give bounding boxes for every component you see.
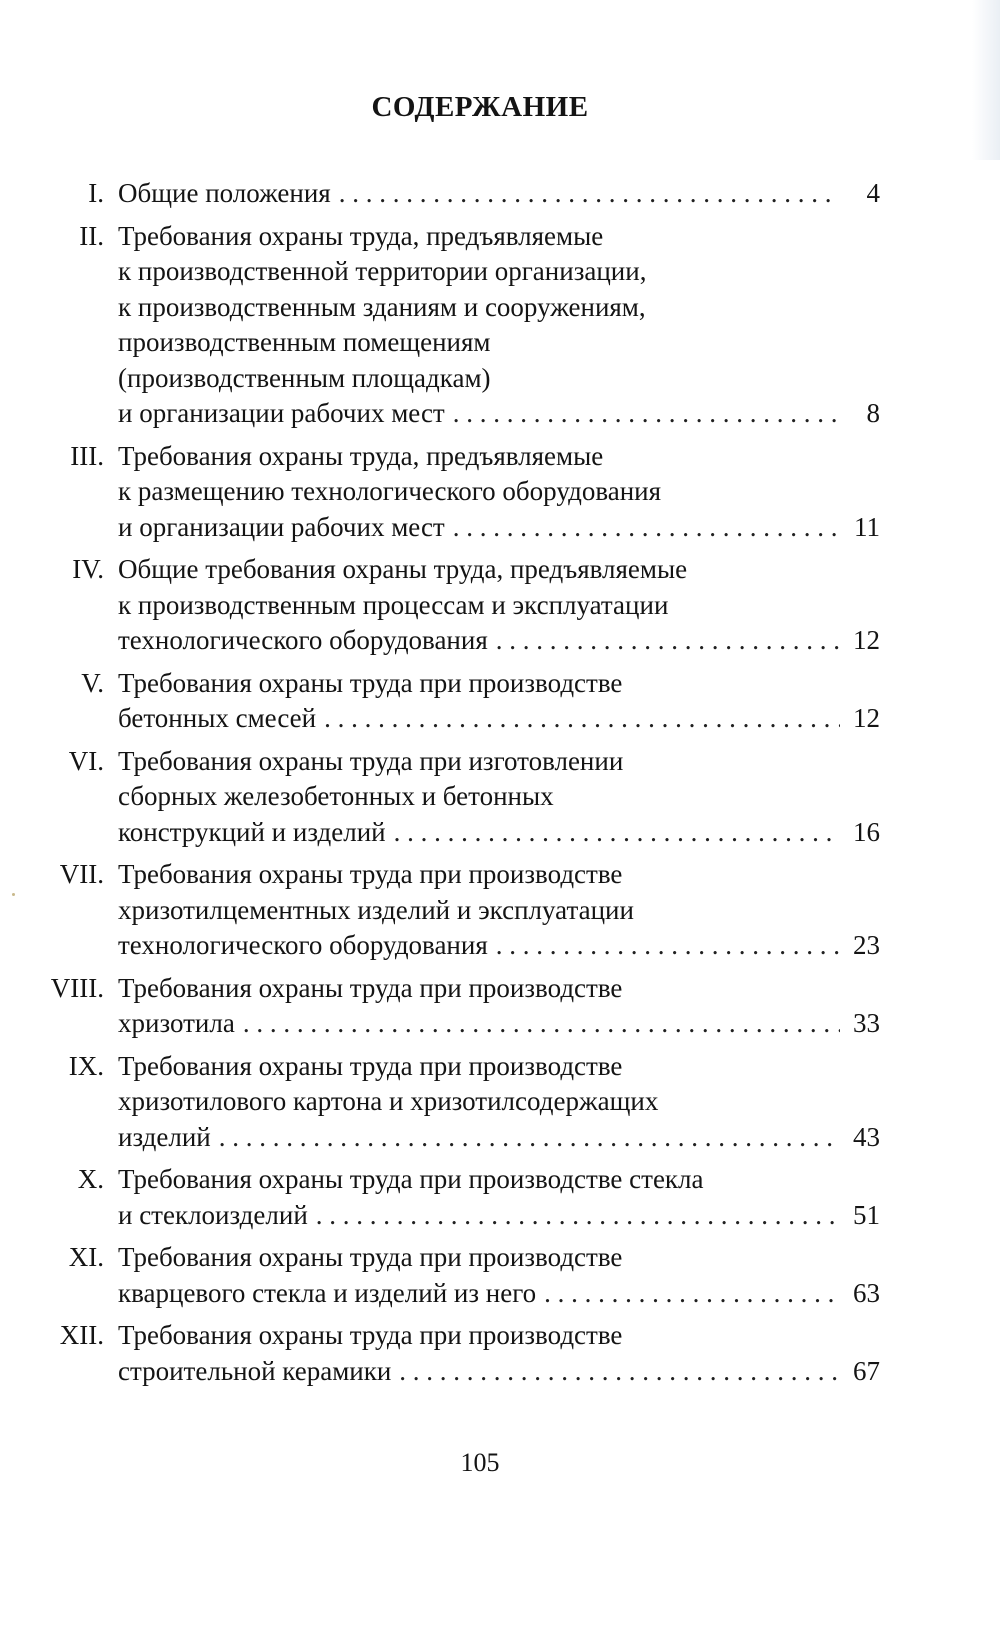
toc-entry-number: V. (81, 667, 104, 698)
toc-entry-body (118, 1049, 880, 1156)
toc-entry-last-line (118, 1006, 880, 1042)
page-title: СОДЕРЖАНИЕ (371, 91, 589, 124)
toc-entry-line: Требования охраны труда при производстве (118, 859, 623, 889)
toc-page-number: 11 (854, 511, 880, 542)
toc-entry-last-line (118, 1120, 880, 1156)
toc-entry-line: хризотилцементных изделий и эксплуатации (118, 894, 634, 925)
toc-entry-number: VI. (68, 745, 104, 776)
toc-entry-line: Требования охраны труда при производстве стекла (118, 1164, 704, 1194)
toc-entry-number: I. (88, 178, 104, 208)
toc-entry-body (118, 1318, 880, 1389)
dot-leader (496, 623, 840, 659)
dot-leader (339, 176, 840, 212)
toc-entry-last-line (118, 928, 880, 964)
toc-entry-last-line (118, 510, 880, 546)
toc-entry-line: и организации рабочих мест (118, 511, 445, 542)
toc-entry-line: Требования охраны труда, предъявляемые (118, 220, 604, 251)
toc-entry[interactable] (40, 971, 880, 1042)
toc-entry-number: IV. (72, 554, 104, 584)
toc-entry-line: к производственным зданиям и сооружениям, (118, 291, 646, 322)
toc-entry-line: хризотилового картона и хризотилсодержащих (118, 1086, 659, 1116)
toc-entry[interactable] (40, 439, 880, 546)
toc-page-number: 67 (853, 1355, 880, 1386)
toc-entry-number: XII. (59, 1320, 104, 1350)
toc-entry-line: производственным помещениям (118, 327, 491, 357)
toc-entry-line: кварцевого стекла и изделий из него (118, 1277, 537, 1308)
toc-entry[interactable] (40, 857, 880, 964)
toc-entry[interactable] (40, 744, 880, 851)
toc-entry-line: (производственным площадкам) (118, 362, 491, 393)
toc-entry[interactable] (40, 1049, 880, 1156)
toc-entry-line: Общие положения (118, 178, 331, 208)
toc-entry-number: IX. (68, 1050, 104, 1081)
dot-leader (219, 1120, 840, 1156)
dot-leader (453, 510, 840, 546)
toc-entry-body (118, 176, 880, 212)
toc-entry-line: Требования охраны труда при производстве (118, 1320, 623, 1350)
toc-entry-last-line (118, 1354, 880, 1390)
toc-entry-number: III. (70, 440, 104, 471)
toc-entry-body (118, 666, 880, 737)
toc-entry-line: Требования охраны труда при производстве (118, 972, 623, 1003)
toc-entry-last-line (118, 1276, 880, 1312)
toc-page-number: 4 (866, 178, 880, 208)
toc-entry-body (118, 552, 880, 659)
toc-entry-line: Требования охраны труда при производстве (118, 667, 623, 698)
toc-page-number: 8 (866, 398, 880, 428)
toc-entry-line: конструкций и изделий (118, 816, 386, 847)
toc-page-number: 63 (853, 1277, 880, 1308)
toc-entry-line: Требования охраны труда при производстве (118, 1242, 623, 1272)
toc-page-number: 16 (853, 816, 880, 847)
dot-leader (324, 701, 840, 737)
toc-entry[interactable] (40, 219, 880, 432)
toc-entry-last-line (118, 396, 880, 432)
toc-entry-line: технологического оборудования (118, 930, 488, 960)
toc-entry-line: Общие требования охраны труда, предъявляемые (118, 554, 688, 584)
toc-entry[interactable] (40, 1162, 880, 1233)
toc-entry-line: Требования охраны труда, предъявляемые (118, 440, 604, 471)
toc-page-number: 12 (853, 703, 880, 733)
toc-entry-last-line (118, 1198, 880, 1234)
dot-leader (316, 1198, 840, 1234)
toc-entry-line: бетонных смесей (118, 703, 317, 733)
toc-entry-line: и организации рабочих мест (118, 398, 445, 428)
toc-page-number: 12 (853, 625, 880, 655)
toc-entry-last-line (118, 623, 880, 659)
toc-page-number: 51 (853, 1199, 880, 1230)
dot-leader (544, 1276, 840, 1312)
toc-entry-line: к размещению технологического оборудования (118, 476, 662, 506)
dot-leader (394, 815, 840, 851)
toc-entry-body (118, 219, 880, 432)
toc-entry-line: к производственным процессам и эксплуатации (118, 589, 669, 620)
toc-entry-line: изделий (118, 1121, 211, 1152)
toc-entry-body (118, 1162, 880, 1233)
toc-entry-line: и стеклоизделий (118, 1199, 308, 1230)
toc-entry[interactable] (40, 552, 880, 659)
paper-speck (12, 893, 15, 896)
toc-entry[interactable] (40, 176, 880, 212)
dot-leader (399, 1354, 840, 1390)
toc-entry[interactable] (40, 1240, 880, 1311)
toc-entry-line: к производственной территории организации, (118, 256, 647, 286)
toc-entry-last-line (118, 176, 880, 212)
toc-entry-body (118, 857, 880, 964)
table-of-contents (40, 176, 880, 1389)
page-number: 105 (460, 1448, 500, 1477)
page-edge-shadow (972, 0, 1000, 160)
toc-entry-line: Требования охраны труда при изготовлении (118, 745, 624, 776)
toc-entry-line: сборных железобетонных и бетонных (118, 781, 554, 811)
toc-entry-body (118, 744, 880, 851)
dot-leader (243, 1006, 840, 1042)
toc-entry-number: XI. (68, 1242, 104, 1272)
toc-entry-number: II. (79, 220, 104, 251)
toc-entry-last-line (118, 815, 880, 851)
toc-entry-number: VIII. (50, 972, 104, 1003)
toc-page-number: 33 (853, 1008, 880, 1038)
dot-leader (496, 928, 840, 964)
toc-entry[interactable] (40, 666, 880, 737)
toc-entry-body (118, 439, 880, 546)
toc-entry-line: строительной керамики (118, 1355, 392, 1386)
dot-leader (453, 396, 840, 432)
toc-entry[interactable] (40, 1318, 880, 1389)
toc-entry-body (118, 1240, 880, 1311)
toc-entry-last-line (118, 701, 880, 737)
toc-page-number: 23 (853, 930, 880, 960)
toc-entry-number: VII. (59, 859, 104, 889)
toc-page-number: 43 (853, 1121, 880, 1152)
toc-entry-line: хризотила (118, 1008, 235, 1038)
toc-entry-line: технологического оборудования (118, 625, 488, 655)
toc-entry-body (118, 971, 880, 1042)
toc-entry-number: X. (77, 1164, 104, 1194)
toc-entry-line: Требования охраны труда при производстве (118, 1050, 623, 1081)
